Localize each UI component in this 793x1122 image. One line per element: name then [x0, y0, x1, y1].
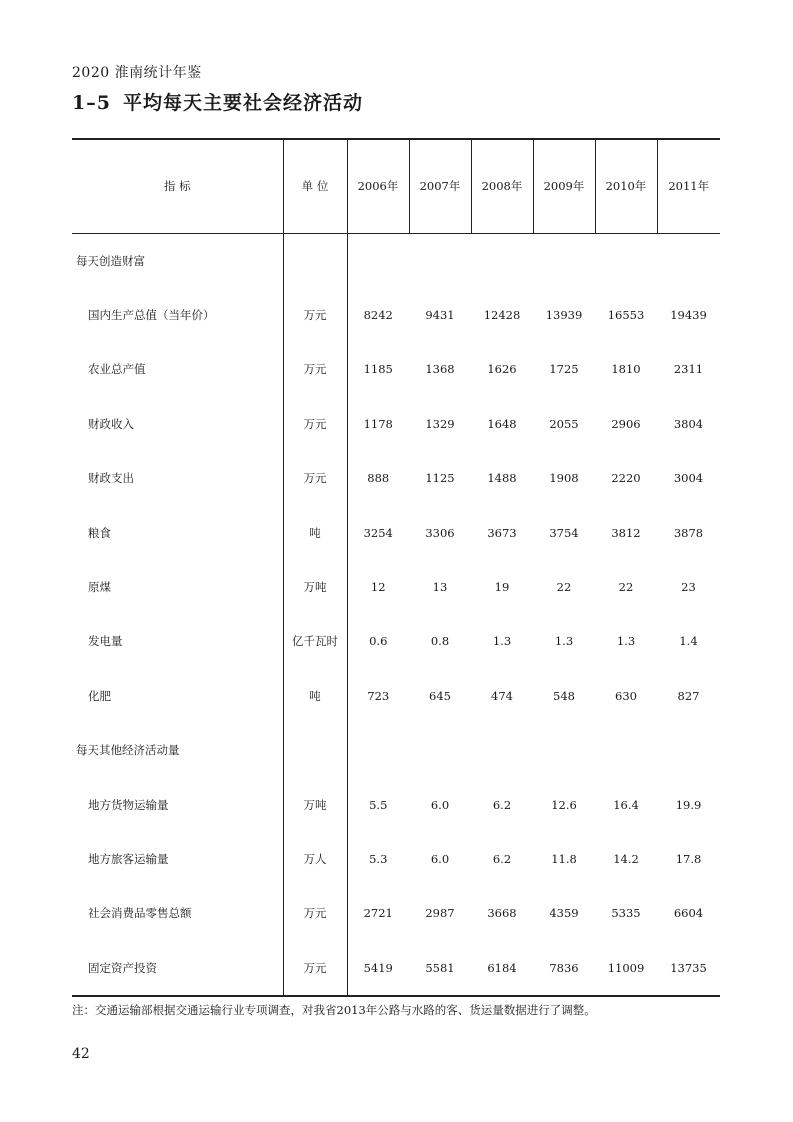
value-cell: 1125	[425, 471, 455, 486]
header-year: 2009年	[533, 139, 595, 233]
value-cell: 1178	[363, 416, 393, 431]
indicator-name: 固定资产投资	[72, 941, 283, 996]
unit-cell: 万元	[283, 397, 347, 451]
value-cell: 2721	[363, 906, 393, 921]
value-cell: 1.4	[679, 634, 698, 649]
header-year: 2008年	[471, 139, 533, 233]
value-cell: 13939	[545, 308, 583, 323]
table-row	[72, 669, 720, 723]
header-year: 2011年	[657, 139, 720, 233]
value-cell: 22	[618, 580, 634, 595]
indicator-name: 发电量	[88, 634, 123, 649]
table-row	[72, 832, 720, 886]
stats-table	[72, 138, 720, 997]
value-cell: 23	[681, 580, 696, 595]
indicator-name: 地方货物运输量	[88, 797, 169, 812]
yearbook-header: 2020 淮南统计年鉴	[72, 65, 202, 81]
value-cell: 6.0	[430, 797, 450, 812]
footnote: 注：交通运输部根据交通运输行业专项调查，对我省2013年公路与水路的客、货运量数据进行了调整。	[72, 1003, 596, 1017]
value-cell: 827	[677, 688, 700, 703]
value-cell: 19439	[670, 308, 707, 323]
value-cell: 645	[429, 688, 451, 703]
value-cell: 13735	[657, 941, 720, 996]
value-cell: 1185	[363, 362, 393, 377]
value-cell: 3673	[487, 525, 517, 540]
section-title: 每天其他经济活动量	[76, 743, 180, 758]
value-cell: 0.8	[430, 634, 450, 649]
unit-cell: 万人	[283, 832, 347, 886]
value-cell: 1810	[611, 362, 641, 377]
value-cell: 12.6	[551, 797, 577, 812]
indicator-name: 国内生产总值（当年价）	[88, 308, 215, 323]
value-cell: 6.2	[492, 797, 512, 812]
value-cell: 548	[553, 688, 575, 703]
value-cell: 5335	[611, 906, 641, 921]
value-cell: 16.4	[613, 797, 639, 812]
value-cell: 1725	[549, 362, 579, 377]
value-cell: 5581	[409, 941, 471, 996]
section-empty-cell	[657, 723, 720, 777]
value-cell: 474	[491, 688, 513, 703]
unit-cell: 万吨	[283, 777, 347, 831]
value-cell: 2987	[425, 906, 455, 921]
unit-cell: 万元	[283, 941, 347, 996]
value-cell: 3254	[363, 525, 393, 540]
table-row	[72, 505, 720, 559]
table-row	[72, 397, 720, 451]
value-cell: 1368	[425, 362, 455, 377]
page-number: 42	[72, 1046, 90, 1062]
value-cell: 0.6	[369, 634, 388, 649]
unit-cell: 万元	[283, 451, 347, 505]
value-cell: 1.3	[492, 634, 512, 649]
value-cell: 12	[370, 580, 386, 595]
value-cell: 1488	[487, 471, 517, 486]
header-year: 2007年	[409, 139, 471, 233]
value-cell: 630	[615, 688, 637, 703]
table-body	[72, 233, 720, 996]
page-title	[72, 88, 363, 115]
value-cell: 8242	[363, 308, 393, 323]
indicator-name: 农业总产值	[88, 362, 146, 377]
unit-cell: 吨	[283, 669, 347, 723]
unit-cell: 万元	[283, 288, 347, 342]
section-unit-cell	[283, 233, 347, 288]
value-cell: 17.8	[675, 851, 702, 866]
value-cell: 3812	[611, 525, 641, 540]
section-empty-cell	[533, 233, 595, 288]
stats-table-container	[72, 138, 720, 997]
indicator-name: 财政支出	[88, 471, 134, 486]
value-cell: 1626	[487, 362, 517, 377]
unit-cell: 万元	[283, 886, 347, 940]
unit-cell: 吨	[283, 505, 347, 559]
value-cell: 6.0	[430, 851, 450, 866]
value-cell: 2220	[611, 471, 641, 486]
indicator-name: 化肥	[88, 688, 111, 703]
section-row	[72, 233, 720, 288]
section-empty-cell	[471, 233, 533, 288]
value-cell: 1908	[549, 471, 579, 486]
value-cell: 11009	[595, 941, 657, 996]
value-cell: 5419	[347, 941, 409, 996]
value-cell: 3878	[673, 525, 704, 540]
section-unit-cell	[283, 723, 347, 777]
table-row	[72, 886, 720, 940]
value-cell: 16553	[607, 308, 645, 323]
value-cell: 11.8	[551, 851, 577, 866]
table-title: 平均每天主要社会经济活动	[122, 92, 363, 114]
value-cell: 3306	[425, 525, 455, 540]
value-cell: 888	[367, 471, 390, 486]
value-cell: 19	[494, 580, 510, 595]
section-title: 每天创造财富	[76, 253, 145, 268]
unit-cell: 亿千瓦时	[283, 614, 347, 668]
indicator-name: 粮食	[88, 525, 111, 540]
value-cell: 7836	[533, 941, 595, 996]
value-cell: 1648	[487, 416, 517, 431]
indicator-name: 社会消费品零售总额	[88, 906, 192, 921]
value-cell: 2311	[673, 362, 704, 377]
table-row	[72, 342, 720, 396]
section-empty-cell	[657, 233, 720, 288]
value-cell: 22	[556, 580, 572, 595]
value-cell: 5.3	[369, 851, 388, 866]
value-cell: 1.3	[616, 634, 636, 649]
section-empty-cell	[347, 233, 409, 288]
table-row	[72, 451, 720, 505]
header-year: 2006年	[347, 139, 409, 233]
header-indicator: 指 标	[72, 139, 283, 233]
value-cell: 5.5	[369, 797, 388, 812]
table-number: 1–5	[72, 92, 111, 114]
value-cell: 723	[367, 688, 390, 703]
indicator-name: 财政收入	[88, 416, 134, 431]
value-cell: 19.9	[675, 797, 702, 812]
table-row	[72, 288, 720, 342]
table-row	[72, 941, 720, 996]
section-empty-cell	[595, 723, 657, 777]
table-row	[72, 777, 720, 831]
section-empty-cell	[533, 723, 595, 777]
header-unit: 单 位	[283, 139, 347, 233]
table-row	[72, 560, 720, 614]
unit-cell: 万元	[283, 342, 347, 396]
value-cell: 3004	[673, 471, 704, 486]
value-cell: 4359	[549, 906, 579, 921]
section-empty-cell	[409, 233, 471, 288]
header-year: 2010年	[595, 139, 657, 233]
section-empty-cell	[347, 723, 409, 777]
value-cell: 2906	[611, 416, 641, 431]
value-cell: 9431	[425, 308, 455, 323]
value-cell: 3804	[673, 416, 704, 431]
indicator-name: 地方旅客运输量	[88, 851, 169, 866]
value-cell: 1329	[425, 416, 455, 431]
value-cell: 3754	[549, 525, 579, 540]
section-row	[72, 723, 720, 777]
table-header-row	[72, 139, 720, 233]
value-cell: 14.2	[613, 851, 639, 866]
value-cell: 1.3	[554, 634, 574, 649]
section-empty-cell	[471, 723, 533, 777]
section-empty-cell	[595, 233, 657, 288]
section-empty-cell	[409, 723, 471, 777]
value-cell: 12428	[483, 308, 521, 323]
value-cell: 13	[432, 580, 448, 595]
unit-cell: 万吨	[283, 560, 347, 614]
value-cell: 6604	[673, 906, 704, 921]
value-cell: 2055	[549, 416, 579, 431]
value-cell: 6.2	[492, 851, 512, 866]
indicator-name: 原煤	[88, 580, 111, 595]
value-cell: 6184	[471, 941, 533, 996]
value-cell: 3668	[487, 906, 517, 921]
table-row	[72, 614, 720, 668]
